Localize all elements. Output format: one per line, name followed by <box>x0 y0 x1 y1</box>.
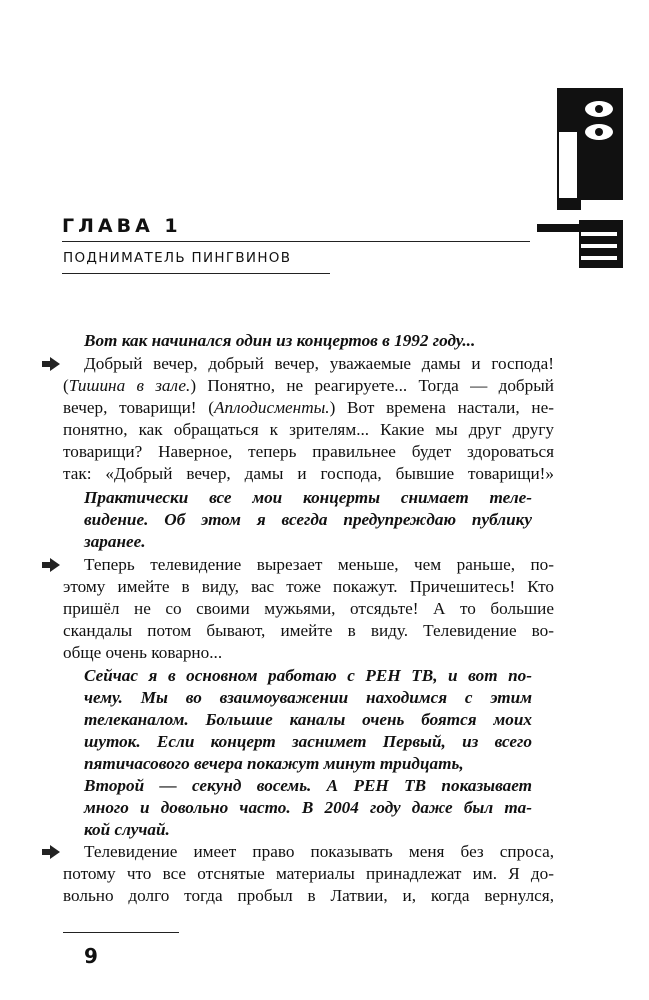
question-line: Вот как начинался один из концертов в 1992 году... <box>84 331 476 350</box>
chapter-title: ГЛАВА 1 <box>62 215 182 237</box>
question-line: заранее. <box>84 532 146 551</box>
question-line: видение. Об этом я всегда предупреждаю публику <box>84 510 532 529</box>
chapter-ornament-illustration <box>535 88 627 270</box>
question-line: шуток. Если концерт заснимет Первый, из всего <box>84 732 532 751</box>
question-line: кой случай. <box>84 820 170 839</box>
question-line: Сейчас я в основном работаю с РЕН ТВ, и вот по- <box>84 666 532 685</box>
answer-line: так: «Добрый вечер, дамы и господа, бывшие товарищи!» <box>63 464 554 483</box>
chapter-subtitle: ПОДНИМАТЕЛЬ ПИНГВИНОВ <box>63 250 292 266</box>
arrow-right-icon <box>41 357 61 371</box>
answer-line: потому что все отснятые материалы принадлежат им. Я до- <box>63 864 554 883</box>
answer-line: Теперь телевидение вырезает меньше, чем раньше, по- <box>84 555 554 574</box>
answer-line: товарищи? Наверное, теперь правильнее будет здороваться <box>63 442 554 461</box>
question-line: Второй — секунд восемь. А РЕН ТВ показывает <box>84 776 532 795</box>
answer-line: скандалы потом бывают, имейте в виду. Телевидение во- <box>63 621 554 640</box>
question-line: чему. Мы во взаимоуважении находимся с этим <box>84 688 532 707</box>
question-line: Практически все мои концерты снимает теле- <box>84 488 532 507</box>
subtitle-rule <box>62 273 330 274</box>
question-line: пятичасового вечера покажут минут тридцать, <box>84 754 464 773</box>
question-line: телеканалом. Большие каналы очень боятся моих <box>84 710 532 729</box>
answer-line: понятно, как обращаться к зрителям... Какие мы друг другу <box>63 420 554 439</box>
answer-line: вечер, товарищи! (Аплодисменты.) Вот времена настали, не- <box>63 398 554 417</box>
answer-line: обще очень коварно... <box>63 643 223 662</box>
answer-line: Телевидение имеет право показывать меня без спроса, <box>84 842 554 861</box>
answer-line: вольно долго тогда пробыл в Латвии, и, когда вернулся, <box>63 886 554 905</box>
arrow-right-icon <box>41 845 61 859</box>
answer-line: этому имейте в виду, вас тоже покажут. Причешитесь! Кто <box>63 577 554 596</box>
answer-line: Добрый вечер, добрый вечер, уважаемые дамы и господа! <box>84 354 554 373</box>
arrow-right-icon <box>41 558 61 572</box>
answer-line: пришёл не со своими мужьями, отсядьте! А то большие <box>63 599 554 618</box>
chapter-rule <box>62 241 530 242</box>
footer-rule <box>63 932 179 933</box>
page-number: 9 <box>84 944 98 968</box>
stage-direction: Тишина в зале. <box>68 376 191 395</box>
answer-line: (Тишина в зале.) Понятно, не реагируете... Тогда — добрый <box>63 376 554 395</box>
stage-direction: Аплодисменты. <box>214 398 330 417</box>
question-line: много и довольно часто. В 2004 году даже был та- <box>84 798 532 817</box>
